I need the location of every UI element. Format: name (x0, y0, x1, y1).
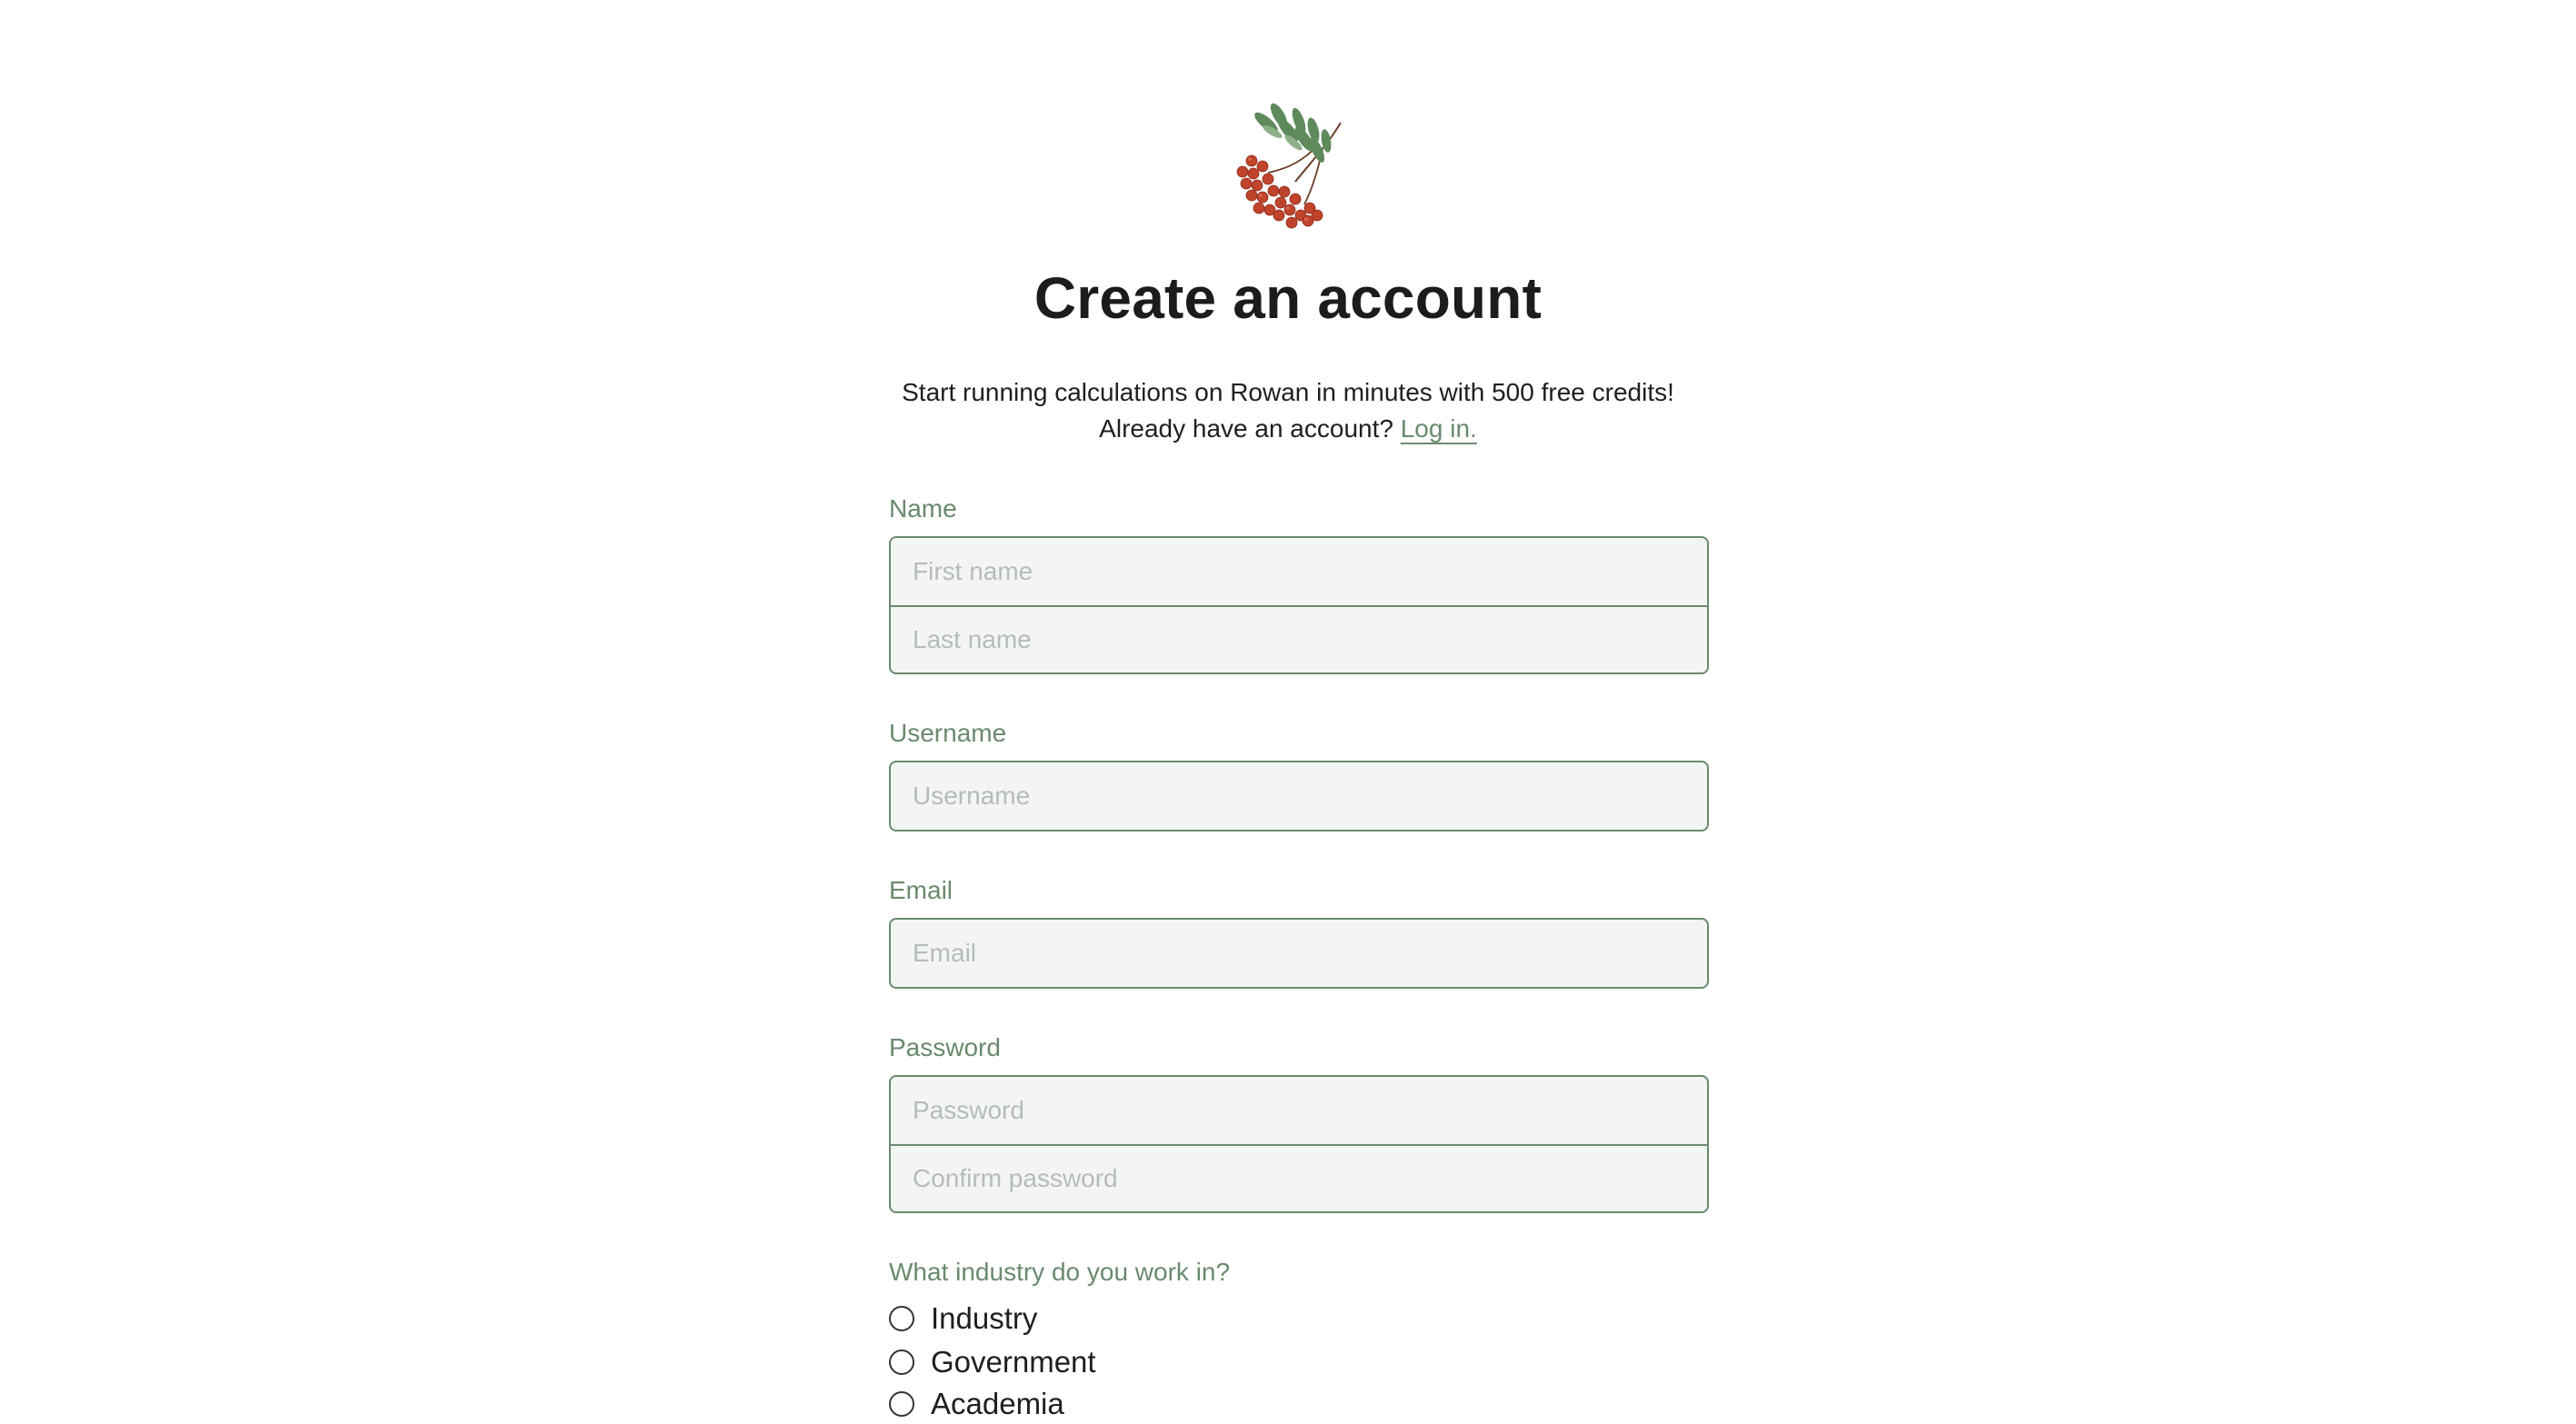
password-label: Password (889, 1033, 1001, 1061)
industry-label: What industry do you work in? (889, 1258, 1231, 1286)
login-prompt-text: Already have an account? (1099, 414, 1393, 443)
username-input[interactable] (891, 762, 1707, 830)
radio-button[interactable] (889, 1391, 914, 1417)
password-input[interactable] (891, 1077, 1707, 1144)
industry-option-academia[interactable] (889, 1384, 1064, 1424)
email-input[interactable] (891, 920, 1707, 987)
confirm-password-input[interactable] (891, 1144, 1707, 1211)
last-name-input[interactable] (891, 605, 1707, 672)
name-field-group (889, 536, 1709, 674)
radio-label: Industry (931, 1301, 1038, 1335)
radio-button[interactable] (889, 1306, 914, 1331)
email-field-group (889, 918, 1709, 989)
page-title: Create an account (1033, 265, 1543, 331)
password-field-group (889, 1075, 1709, 1213)
industry-option-government[interactable] (889, 1342, 1096, 1382)
login-prompt-line (0, 411, 2576, 447)
industry-option-industry[interactable] (889, 1299, 1037, 1339)
radio-button[interactable] (889, 1349, 914, 1375)
username-field-group (889, 761, 1709, 831)
first-name-input[interactable] (891, 538, 1707, 605)
rowan-berries-icon (1232, 95, 1368, 232)
name-label: Name (889, 494, 957, 523)
username-label: Username (889, 719, 1007, 747)
login-link[interactable]: Log in. (1400, 414, 1477, 443)
email-label: Email (889, 876, 954, 904)
radio-label: Government (931, 1345, 1096, 1379)
radio-label: Academia (931, 1387, 1064, 1420)
subtitle-text: Start running calculations on Rowan in minutes with 500 free credits! (902, 378, 1674, 406)
